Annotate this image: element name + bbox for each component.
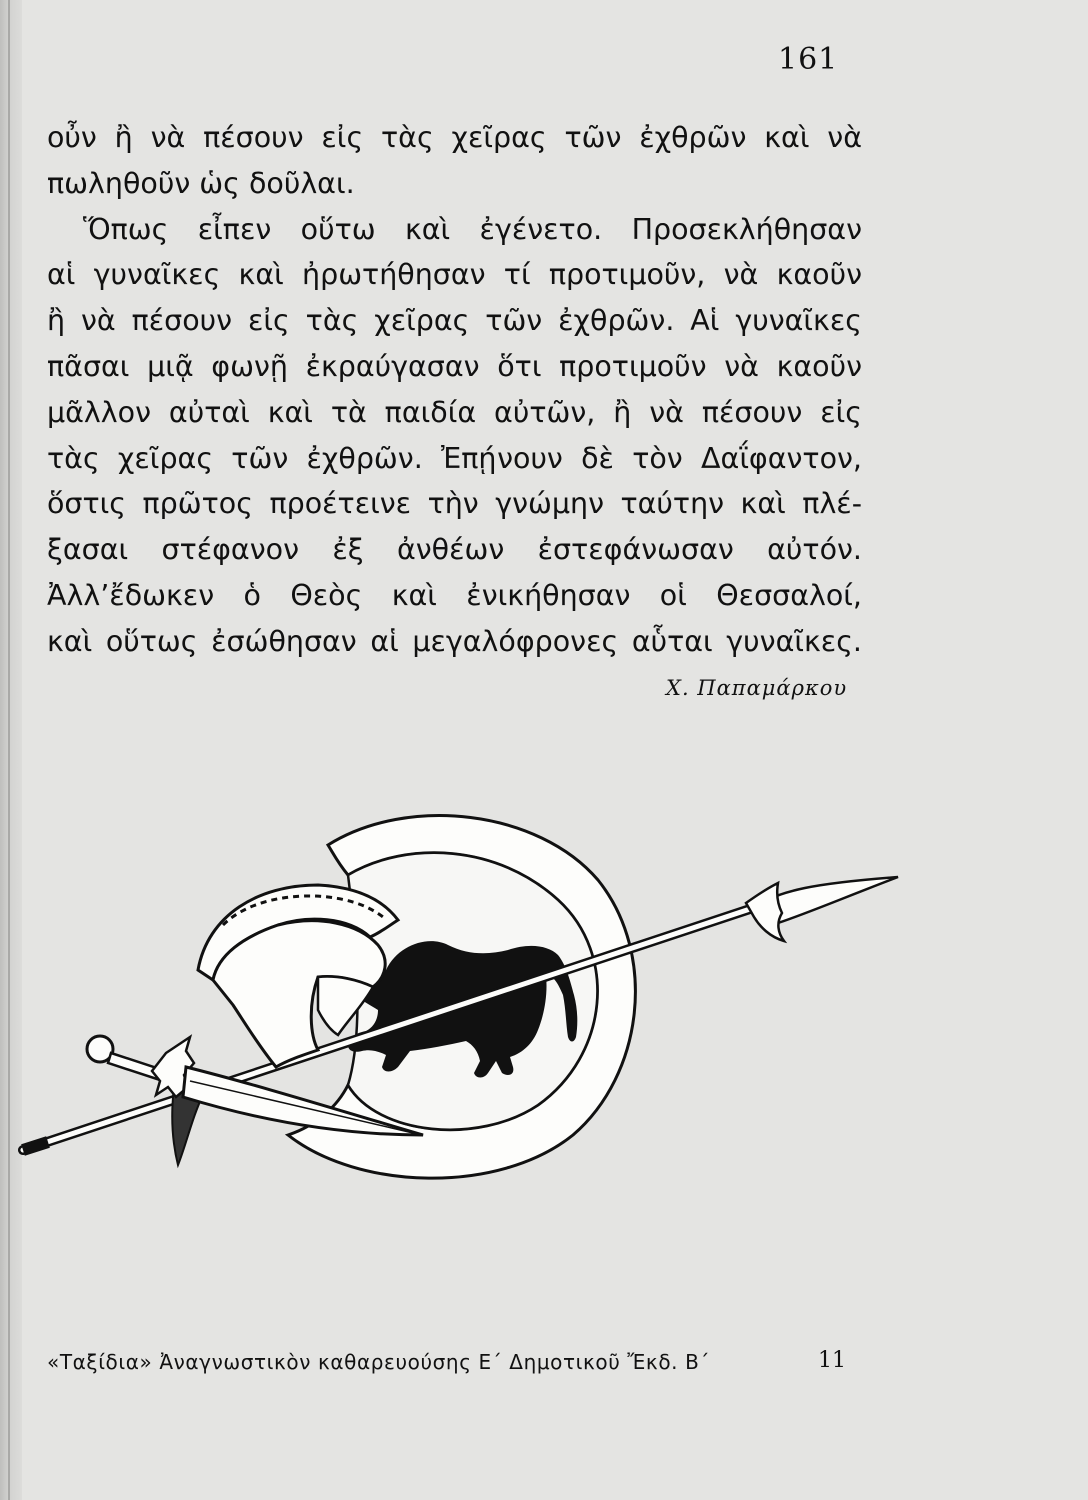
sheet-number: 11 xyxy=(818,1348,846,1373)
book-spine xyxy=(0,0,22,1500)
footer-credit: «Ταξίδια» Ἀναγνωστικὸν καθαρευούσης Ε΄ Δημοτικοῦ Ἔκδ. Β΄ xyxy=(47,1350,710,1374)
text-line: Ἀλλ’ἔδωκεν ὁ Θεὸς καὶ ἐνικήθησαν οἱ Θεσσαλοί, xyxy=(47,578,862,612)
text-line: ἢ νὰ πέσουν εἰς τὰς χεῖρας τῶν ἐχθρῶν. Αἱ γυναῖκες xyxy=(47,304,862,338)
spine-edge xyxy=(8,0,10,1500)
text-line: πᾶσαι μιᾷ φωνῇ ἐκραύγασαν ὅτι προτιμοῦν νὰ καοῦν xyxy=(47,349,862,383)
author-signature: Χ. Παπαμάρκου xyxy=(666,676,848,700)
text-line: ξασαι στέφανον ἐξ ἀνθέων ἐστεφάνωσαν αὐτόν. xyxy=(47,533,862,567)
text-line: Ὅπως εἶπεν οὕτω καὶ ἐγένετο. Προσεκλήθησαν xyxy=(83,212,862,246)
text-line: καὶ οὕτως ἐσώθησαν αἱ μεγαλόφρονες αὗται γυναῖκες. xyxy=(47,624,862,658)
text-line: αἱ γυναῖκες καὶ ἠρωτήθησαν τί προτιμοῦν, νὰ καοῦν xyxy=(47,258,862,292)
text-line: πωληθοῦν ὡς δοῦλαι. xyxy=(47,166,355,200)
text-line: μᾶλλον αὐταὶ καὶ τὰ παιδία αὐτῶν, ἢ νὰ πέσουν εἰς xyxy=(47,395,862,429)
text-line: τὰς χεῖρας τῶν ἐχθρῶν. Ἐπῄνουν δὲ τὸν Δαΐφαντον, xyxy=(47,441,862,475)
text-line: οὖν ἢ νὰ πέσουν εἰς τὰς χεῖρας τῶν ἐχθρῶν καὶ νὰ xyxy=(47,121,862,154)
page-number: 161 xyxy=(778,42,839,77)
body-text xyxy=(47,115,862,665)
text-line: ὅστις πρῶτος προέτεινε τὴν γνώμην ταύτην καὶ πλέ- xyxy=(47,487,862,521)
warrior-arms-illustration xyxy=(18,805,918,1189)
